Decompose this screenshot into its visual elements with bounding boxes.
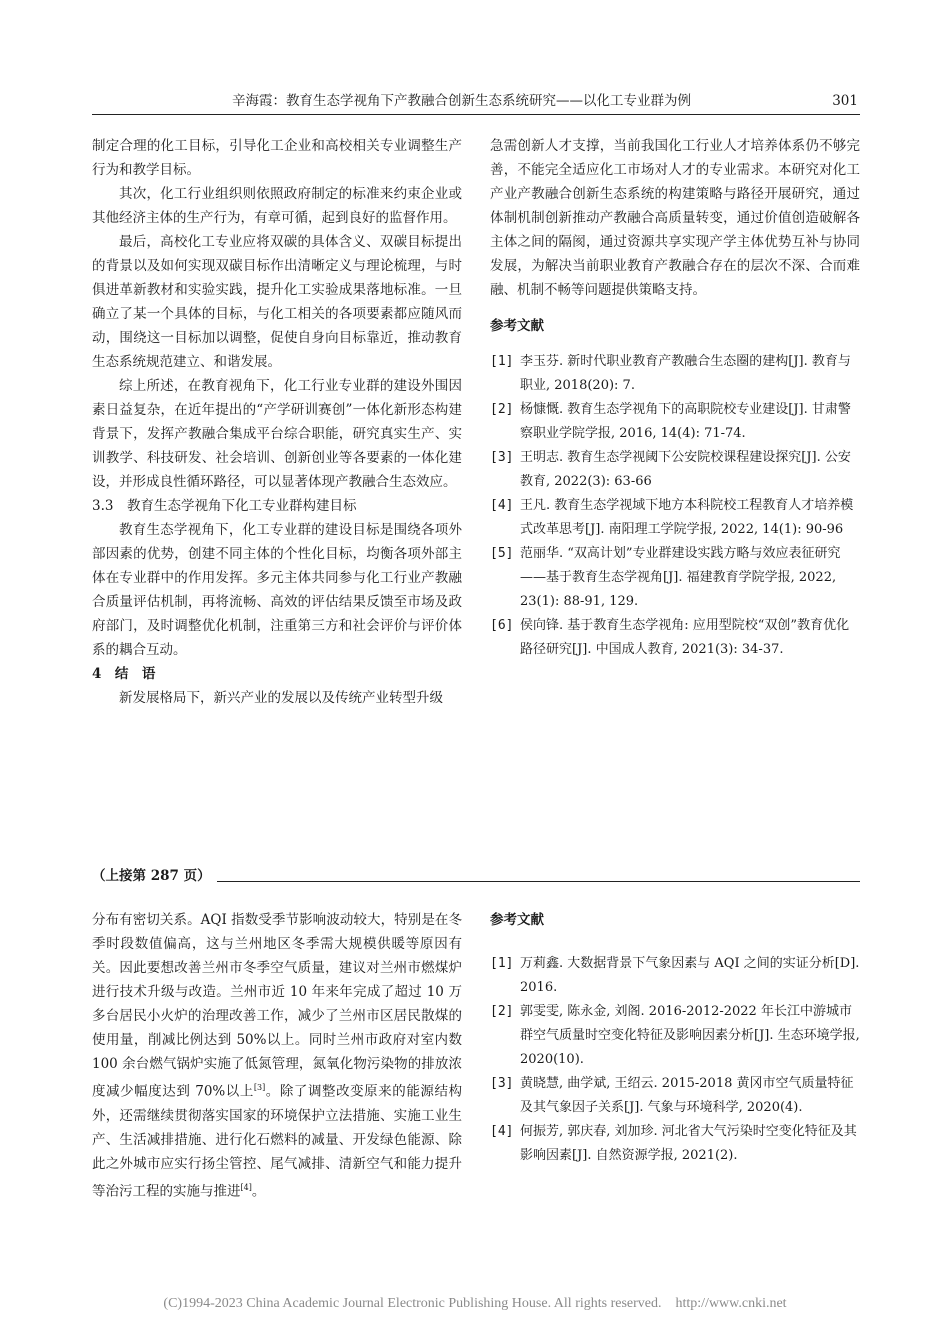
reference-text: 侯向锋. 基于教育生态学视角: 应用型院校“双创”教育优化路径研究[J]. 中国成人教育, 2021(3): 34-37. [520,618,850,657]
reference-item [490,1120,860,1168]
paragraph: 制定合理的化工目标，引导化工企业和高校相关专业调整生产行为和教学目标。 [92,138,462,178]
reference-number: [2] [490,402,514,417]
paragraph: 新发展格局下，新兴产业的发展以及传统产业转型升级 [119,690,443,706]
reference-number: [5] [490,546,514,561]
paragraph: 综上所述，在教育视角下，化工行业专业群的建设外围因素日益复杂，在近年提出的“产学研训赛创”一体化新形态构建背景下，发挥产教融合集成平台综合职能，研究真实生产、实训教学、科技研发、社会培训、创新创业等各要素的一体化建设，并形成良性循环路径，可以显著体现产教融合生态效应。 [92,378,462,490]
reference-text: 王明志. 教育生态学视阈下公安院校课程建设探究[J]. 公安教育, 2022(3): 63-66 [520,450,851,489]
paragraph-text: 。除了调整改变原来的能源结构外，还需继续贯彻落实国家的环境保护立法措施、实施工业生产、生活减排措施、进行化石燃料的减量、开发绿色能源、除此之外城市应实行扬尘管控、尾气减排、清新空气和能力提升等治污工程的实施与推进 [92,1083,463,1199]
continuation-divider [92,866,860,886]
reference-item [490,446,860,494]
reference-text: 杨慷慨. 教育生态学视角下的高职院校专业建设[J]. 甘肃警察职业学院学报, 2016, 14(4): 71-74. [520,402,851,441]
reference-item [490,350,860,398]
paragraph-text: 分布有密切关系。AQI 指数受季节影响波动较大，特别是在冬季时段数值偏高，这与兰州地区冬季需大规模供暖等原因有关。因此要想改善兰州市冬季空气质量，建议对兰州市燃煤炉进行技术升级与改造。兰州市近 10 年来年完成了超过 10 万多台居民小火炉的治理改善工作，减少了兰州市区居民散煤的使用量，削减比例达到 50%以上。同时兰州市政府对室内数 100 余台燃气锅炉实施了低氮管理，氮氧化物污染物的排放浓度减少幅度达到 70%以上 [92,912,462,1100]
reference-item [490,952,860,1000]
paragraph [92,908,462,1203]
section-heading-3-3: 3.3 教育生态学视角下化工专业群构建目标 [92,498,357,514]
reference-text: 王凡. 教育生态学视域下地方本科院校工程教育人才培养模式改革思考[J]. 南阳理工学院学报, 2022, 14(1): 90-96 [520,498,854,537]
reference-text: 李玉芬. 新时代职业教育产教融合生态圈的建构[J]. 教育与职业, 2018(20): 7. [520,354,851,393]
section-heading-4: 4 结 语 [92,666,156,682]
running-header [92,90,860,115]
reference-text: 万莉鑫. 大数据背景下气象因素与 AQI 之间的实证分析[D]. 2016. [520,956,860,995]
lower-left-column [92,908,462,1203]
reference-item [490,494,860,542]
copyright-footer: (C)1994-2023 China Academic Journal Electronic Publishing House. All rights reserved. http://www.cnki.net [163,1296,787,1311]
reference-number: [3] [490,1076,514,1091]
reference-item [490,1000,860,1072]
references-title: 参考文献 [490,912,544,928]
reference-number: [3] [490,450,514,465]
paragraph-text: 。 [251,1183,266,1199]
reference-item [490,614,860,662]
reference-number: [4] [490,498,514,513]
upper-left-column [92,134,462,710]
reference-number: [6] [490,618,514,633]
reference-item [490,1072,860,1120]
paragraph: 最后，高校化工专业应将双碳的具体含义、双碳目标提出的背景以及如何实现双碳目标作出清晰定义与理论梳理，与时俱进革新教材和实验实践，提升化工实验成果落地标准。一旦确立了某一个具体的目标，与化工相关的各项要素都应随风而动，围绕这一目标加以调整，促使自身向目标靠近，推动教育生态系统规范建立、和谐发展。 [92,234,462,370]
references-title: 参考文献 [490,318,544,334]
paragraph: 其次，化工行业组织则依照政府制定的标准来约束企业或其他经济主体的生产行为，有章可循，起到良好的监督作用。 [92,186,462,226]
header-title: 辛海霞：教育生态学视角下产教融合创新生态系统研究——以化工专业群为例 [232,93,691,109]
paragraph: 急需创新人才支撑，当前我国化工行业人才培养体系仍不够完善，不能完全适应化工市场对人才的专业需求。本研究对化工产业产教融合创新生态系统的构建策略与路径开展研究，通过体制机制创新推动产教融合高质量转变，通过价值创造破解各主体之间的隔阂，通过资源共享实现产学主体优势互补与协同发展，为解决当前职业教育产教融合存在的层次不深、合而难融、机制不畅等问题提供策略支持。 [490,138,860,298]
reference-text: 郭雯雯, 陈永金, 刘阁. 2016-2012-2022 年长江中游城市群空气质量时空变化特征及影响因素分析[J]. 生态环境学报, 2020(10). [520,1004,860,1067]
paragraph: 教育生态学视角下，化工专业群的建设目标是围绕各项外部因素的优势，创建不同主体的个性化目标，均衡各项外部主体在专业群中的作用发挥。多元主体共同参与化工行业产教融合质量评估机制，再将流畅、高效的评估结果反馈至市场及政府部门，及时调整优化机制，注重第三方和社会评价与评价体系的耦合互动。 [92,522,462,658]
reference-item [490,542,860,614]
lower-right-column [490,908,860,1168]
reference-number: [1] [490,956,514,971]
reference-text: 黄晓慧, 曲学斌, 王绍云. 2015-2018 黄冈市空气质量特征及其气象因子关系[J]. 气象与环境科学, 2020(4). [520,1076,854,1115]
citation-3[interactable]: [3] [253,1083,266,1092]
reference-number: [4] [490,1124,514,1139]
continuation-label: （上接第 287 页） [92,866,217,886]
reference-text: 何振芳, 郭庆春, 刘加珍. 河北省大气污染时空变化特征及其影响因素[J]. 自然资源学报, 2021(2). [520,1124,857,1163]
upper-right-column [490,134,860,662]
reference-text: 范丽华. “双高计划”专业群建设实践方略与效应表征研究——基于教育生态学视角[J]. 福建教育学院学报, 2022, 23(1): 88-91, 129. [520,546,841,609]
page-number: 301 [832,93,858,109]
reference-item [490,398,860,446]
divider-line [207,881,860,882]
reference-number: [1] [490,354,514,369]
reference-number: [2] [490,1004,514,1019]
citation-4[interactable]: [4] [240,1182,252,1192]
